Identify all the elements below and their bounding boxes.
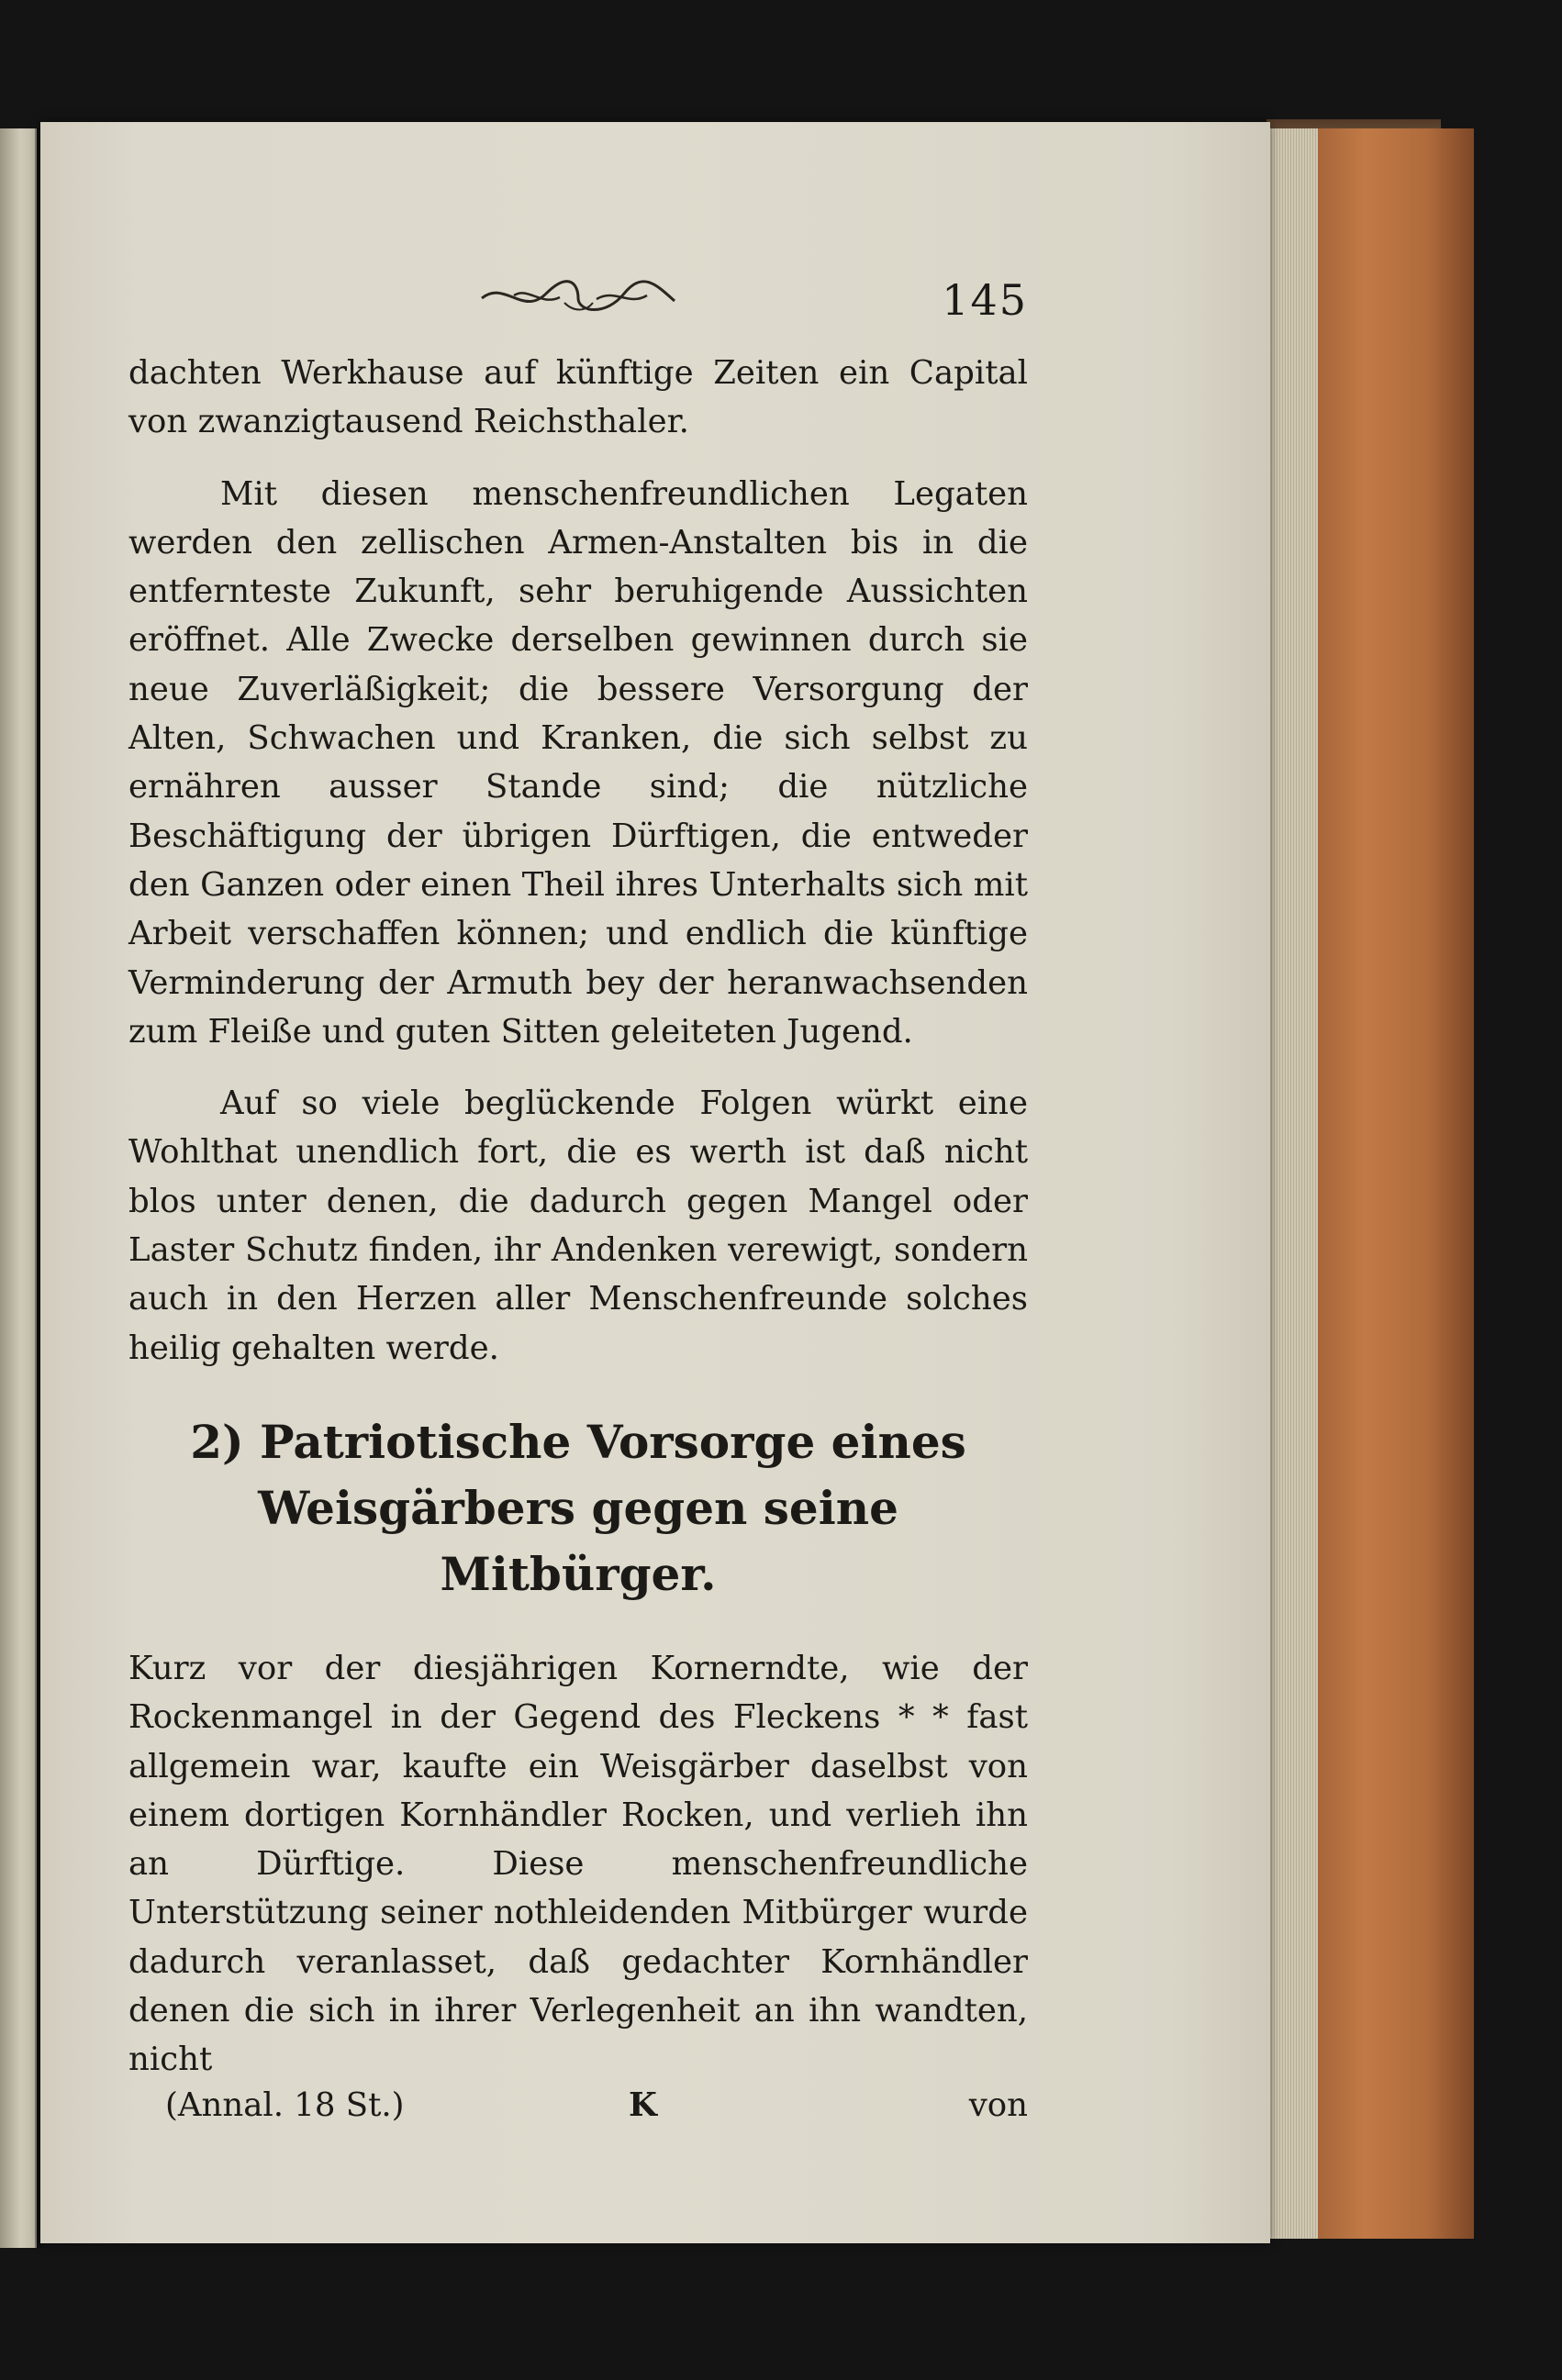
page-number: 145	[942, 275, 1028, 325]
section-paragraph: Kurz vor der diesjährigen Kornerndte, wie der Rockenmangel in der Gegend des Fleckens * * fast allgemein war, kaufte ein Weisgärber daselbst von einem dortigen Kornhändler Rocken, und verlieh ihn an Dürftige. Diese menschenfreundliche Unterstützung seiner nothleidenden Mitbürger wurde dadurch veranlasset, daß gedachter Kornhändler denen die sich in ihrer Verlegenheit an ihn wandten, nicht	[128, 1649, 1028, 2079]
page-block-edges	[1266, 128, 1322, 2239]
catchword: von	[968, 2085, 1028, 2124]
ornament-icon	[477, 275, 679, 321]
section-heading: 2) Patriotische Vorsorge eines Weisgärbers gegen seine Mitbürger.	[190, 1414, 966, 1601]
page-content	[128, 266, 1028, 2141]
page-header	[128, 266, 1028, 349]
signature-line: (Annal. 18 St.)	[165, 2085, 405, 2124]
paragraph-2: Mit diesen menschenfreundlichen Legaten werden den zellischen Armen-Anstalten bis in die entfernteste Zukunft, sehr beruhigende Aussichten eröffnet. Alle Zwecke derselben gewinnen durch sie neue Zuverläßigkeit; die bessere Versorgung der Alten, Schwachen und Kranken, die sich selbst zu ernähren ausser Stande sind; die nützliche Beschäftigung der übrigen Dürftigen, die entweder den Ganzen oder einen Theil ihres Unterhalts sich mit Arbeit verschaffen können; und endlich die künftige Verminderung der Armuth bey der heranwachsenden zum Fleiße und guten Sitten geleiteten Jugend.	[128, 474, 1028, 1051]
page-footer	[128, 2086, 1028, 2141]
previous-page-edge	[0, 128, 37, 2248]
signature-mark: K	[629, 2085, 657, 2124]
book-cover	[1318, 128, 1474, 2239]
paragraph-1: dachten Werkhause auf künftige Zeiten ein Capital von zwanzigtausend Reichsthaler.	[128, 354, 1028, 441]
paragraph-3: Auf so viele beglückende Folgen würkt eine Wohlthat unendlich fort, die es werth ist daß nicht blos unter denen, die dadurch gegen Mangel oder Laster Schutz finden, ihr Andenken verewigt, sondern auch in den Herzen aller Menschenfreunde solches heilig gehalten werde.	[128, 1084, 1028, 1367]
